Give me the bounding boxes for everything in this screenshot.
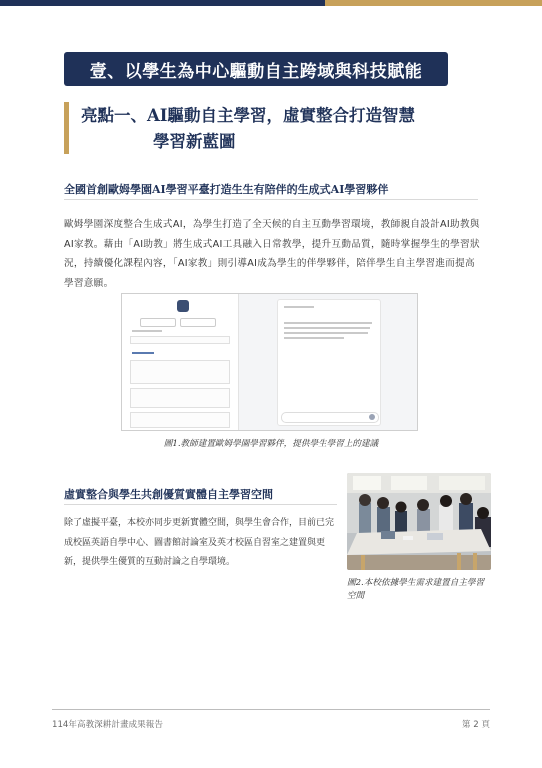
screenshot-field xyxy=(130,388,230,408)
highlight-title-line2: 學習新藍圖 xyxy=(153,132,236,151)
highlight-accent-bar xyxy=(64,102,69,154)
section-title-banner xyxy=(64,52,448,86)
screenshot-text-line xyxy=(284,332,368,334)
screenshot-chat-panel xyxy=(239,294,417,430)
screenshot-text-line xyxy=(284,337,344,339)
highlight-title xyxy=(81,103,461,155)
screenshot-text-line xyxy=(284,327,370,329)
send-icon xyxy=(369,414,375,420)
subsection2-heading: 虛實整合與學生共創優質實體自主學習空間 xyxy=(64,488,273,501)
study-space-photo xyxy=(347,473,491,570)
footer-page-number: 第 2 頁 xyxy=(461,720,490,730)
header-accent-bar-gold xyxy=(325,0,542,6)
screenshot-chat-input xyxy=(281,412,379,423)
screenshot-field xyxy=(130,412,230,428)
screenshot-text-line xyxy=(284,306,314,308)
screenshot-upload-button xyxy=(140,318,176,327)
ai-platform-screenshot xyxy=(121,293,418,431)
subsection1-heading: 全國首創歐姆學園AI學習平臺打造生生有陪伴的生成式AI學習夥伴 xyxy=(64,183,389,196)
figure2-caption: 圖2.本校依據學生需求建置自主學習空間 xyxy=(347,578,485,601)
figure1-caption: 圖1.教師建置歐姆學園學習夥伴，提供學生學習上的建議 xyxy=(163,439,379,449)
screenshot-field xyxy=(130,360,230,384)
screenshot-text-line xyxy=(284,322,372,324)
screenshot-text-line xyxy=(132,330,162,332)
subsection1-paragraph: 歐姆學園深度整合生成式AI，為學生打造了全天候的自主互動學習環境，教師親自設計AI助教與AI家教。藉由「AI助教」將生成式AI工具融入日常教學，提升互動品質，隨時掌握學生的學習狀況，持續優化課程內容，「AI家教」則引導AI成為學生的伴學夥伴，陪伴學生自主學習進而提高學習意願。 xyxy=(64,219,480,289)
footer-report-title: 114年高教深耕計畫成果報告 xyxy=(52,720,163,730)
subsection2-paragraph: 除了虛擬平臺，本校亦同步更新實體空間，與學生會合作，目前已完成校區英語自學中心、圖書館討論室及英才校區自習室之建置與更新，提供學生優質的互動討論之自學環境。 xyxy=(64,518,335,567)
subsection1-divider xyxy=(64,199,478,200)
screenshot-settings-panel xyxy=(122,294,239,430)
screenshot-generate-button xyxy=(180,318,216,327)
screenshot-field xyxy=(130,336,230,344)
footer-divider xyxy=(52,709,490,710)
highlight-title-line1: 亮點一、AI驅動自主學習，虛實整合打造智慧 xyxy=(81,106,416,125)
screenshot-chat-card xyxy=(277,299,381,426)
subsection2-divider xyxy=(64,504,337,505)
screenshot-text-line xyxy=(132,352,154,354)
section-title: 壹、以學生為中心驅動自主跨域與科技賦能 xyxy=(89,61,423,82)
header-accent-bar-navy xyxy=(0,0,325,6)
chatbot-avatar-icon xyxy=(177,300,189,312)
